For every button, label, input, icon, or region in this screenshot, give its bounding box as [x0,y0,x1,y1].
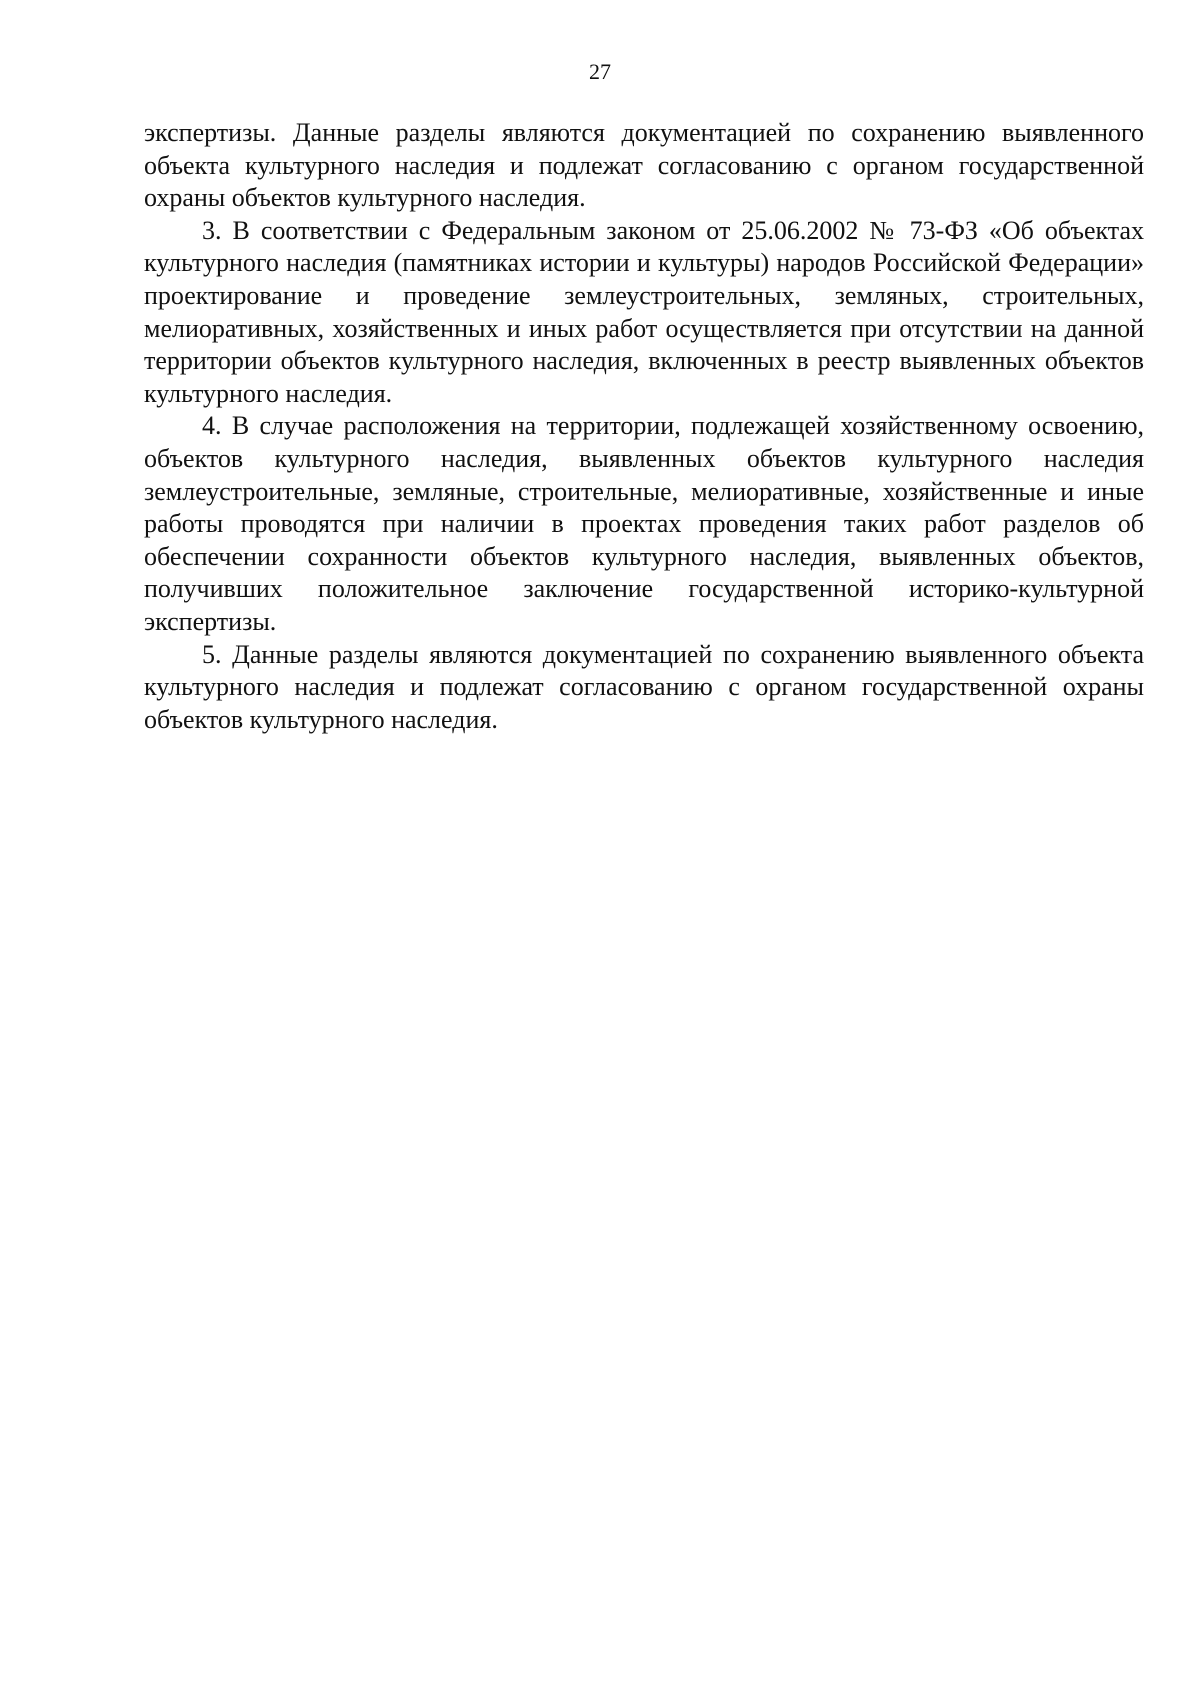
document-body [144,117,1144,736]
page-number: 27 [589,59,611,84]
paragraph-continuation: экспертизы. Данные разделы являются документацией по сохранению выявленного объекта культурного наследия и подлежат согласованию с органом государственной охраны объектов культурного наследия. [144,118,1144,213]
paragraph-item-3: 3. В соответствии с Федеральным законом от 25.06.2002 № 73-ФЗ «Об объектах культурного наследия (памятниках истории и культуры) народов Российской Федерации» проектирование и проведение землеустроительных, земляных, строительных, мелиоративных, хозяйственных и иных работ осуществляется при отсутствии на данной территории объектов культурного наследия, включенных в реестр выявленных объектов культурного наследия. [144,215,1144,408]
paragraph-item-4: 4. В случае расположения на территории, подлежащей хозяйственному освоению, объектов культурного наследия, выявленных объектов культурного наследия землеустроительные, земляные, строительные, мелиоративные, хозяйственные и иные работы проводятся при наличии в проектах проведения таких работ разделов об обеспечении сохранности объектов культурного наследия, выявленных объектов, получивших положительное заключение государственной историко-культурной экспертизы. [144,411,1144,636]
paragraph-item-5: 5. Данные разделы являются документацией по сохранению выявленного объекта культурного наследия и подлежат согласованию с органом государственной охраны объектов культурного наследия. [144,639,1144,734]
